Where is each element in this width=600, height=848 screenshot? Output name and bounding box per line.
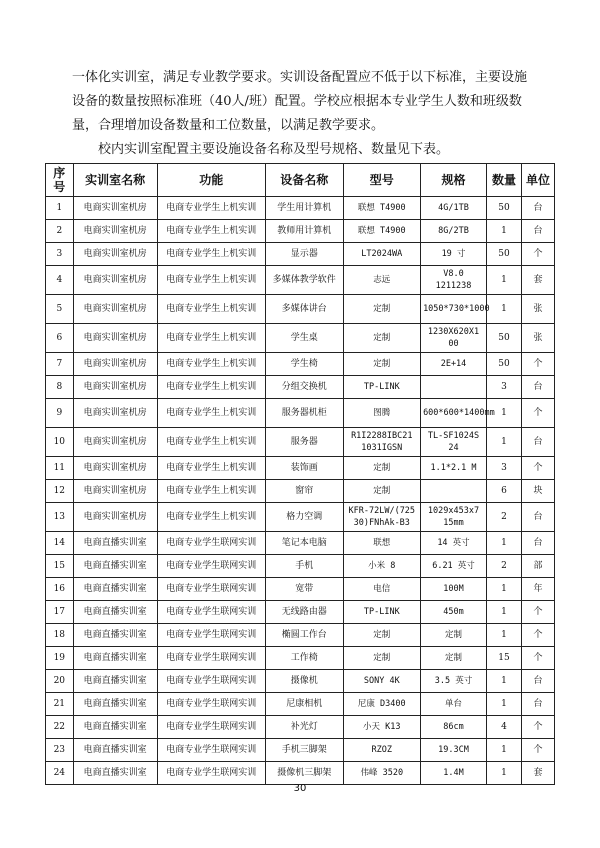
cell-spec: 1230X620X1 00	[421, 324, 487, 353]
table-row	[46, 266, 555, 295]
cell-function: 电商专业学生联网实训	[157, 762, 265, 785]
table-row	[46, 220, 555, 243]
cell-quantity: 1	[486, 220, 521, 243]
cell-spec: 100M	[421, 578, 487, 601]
cell-equipment-name: 装饰画	[265, 457, 343, 480]
cell-room-name: 电商直播实训室	[73, 716, 157, 739]
cell-row-number: 3	[46, 243, 74, 266]
cell-function: 电商专业学生联网实训	[157, 532, 265, 555]
cell-equipment-name: 多媒体讲台	[265, 295, 343, 324]
cell-unit: 套	[522, 266, 555, 295]
cell-equipment-name: 教师用计算机	[265, 220, 343, 243]
cell-room-name: 电商实训室机房	[73, 376, 157, 399]
cell-unit: 年	[522, 578, 555, 601]
cell-function: 电商专业学生联网实训	[157, 647, 265, 670]
cell-row-number: 1	[46, 197, 74, 220]
cell-quantity: 15	[486, 647, 521, 670]
cell-quantity: 1	[486, 601, 521, 624]
cell-spec: 6.21 英寸	[421, 555, 487, 578]
cell-model: 志远	[343, 266, 421, 295]
cell-model: RZOZ	[343, 739, 421, 762]
cell-unit: 台	[522, 220, 555, 243]
cell-model: SONY 4K	[343, 670, 421, 693]
cell-model: 联想 T4900	[343, 220, 421, 243]
cell-function: 电商专业学生上机实训	[157, 266, 265, 295]
cell-unit: 台	[522, 376, 555, 399]
cell-room-name: 电商实训室机房	[73, 324, 157, 353]
cell-function: 电商专业学生上机实训	[157, 503, 265, 532]
cell-spec: 3.5 英寸	[421, 670, 487, 693]
cell-quantity: 1	[486, 532, 521, 555]
header-cell: 序号	[46, 164, 74, 197]
cell-row-number: 8	[46, 376, 74, 399]
cell-quantity: 50	[486, 353, 521, 376]
cell-equipment-name: 窗帘	[265, 480, 343, 503]
cell-room-name: 电商直播实训室	[73, 693, 157, 716]
cell-row-number: 19	[46, 647, 74, 670]
cell-function: 电商专业学生上机实训	[157, 324, 265, 353]
table-row	[46, 693, 555, 716]
cell-room-name: 电商直播实训室	[73, 578, 157, 601]
cell-row-number: 6	[46, 324, 74, 353]
table-header-row	[46, 164, 555, 197]
table-row	[46, 428, 555, 457]
cell-model: 联想 T4900	[343, 197, 421, 220]
cell-spec: 14 英寸	[421, 532, 487, 555]
cell-function: 电商专业学生联网实训	[157, 555, 265, 578]
cell-row-number: 23	[46, 739, 74, 762]
cell-equipment-name: 服务器	[265, 428, 343, 457]
cell-unit: 张	[522, 324, 555, 353]
cell-row-number: 13	[46, 503, 74, 532]
table-row	[46, 480, 555, 503]
cell-unit: 套	[522, 762, 555, 785]
cell-model: R1I2288IBC21 1031IGSN	[343, 428, 421, 457]
cell-row-number: 12	[46, 480, 74, 503]
cell-equipment-name: 笔记本电脑	[265, 532, 343, 555]
cell-spec: 4G/1TB	[421, 197, 487, 220]
cell-model: 图腾	[343, 399, 421, 428]
table-row	[46, 243, 555, 266]
cell-row-number: 4	[46, 266, 74, 295]
cell-row-number: 2	[46, 220, 74, 243]
cell-quantity: 1	[486, 578, 521, 601]
cell-model: 定制	[343, 295, 421, 324]
cell-row-number: 9	[46, 399, 74, 428]
cell-equipment-name: 学生椅	[265, 353, 343, 376]
cell-room-name: 电商实训室机房	[73, 399, 157, 428]
cell-row-number: 17	[46, 601, 74, 624]
cell-function: 电商专业学生上机实训	[157, 353, 265, 376]
cell-quantity: 50	[486, 243, 521, 266]
cell-spec: 单台	[421, 693, 487, 716]
cell-equipment-name: 补光灯	[265, 716, 343, 739]
cell-quantity: 1	[486, 693, 521, 716]
cell-quantity: 6	[486, 480, 521, 503]
cell-model: 伟峰 3520	[343, 762, 421, 785]
table-row	[46, 762, 555, 785]
cell-unit: 个	[522, 243, 555, 266]
cell-spec: 1029x453x7 15mm	[421, 503, 487, 532]
cell-unit: 个	[522, 739, 555, 762]
cell-unit: 张	[522, 295, 555, 324]
table-row	[46, 670, 555, 693]
cell-model: LT2024WA	[343, 243, 421, 266]
cell-room-name: 电商直播实训室	[73, 624, 157, 647]
cell-function: 电商专业学生上机实训	[157, 376, 265, 399]
cell-row-number: 5	[46, 295, 74, 324]
header-cell: 实训室名称	[73, 164, 157, 197]
cell-unit: 台	[522, 693, 555, 716]
cell-spec: V8.0 1211238	[421, 266, 487, 295]
cell-quantity: 1	[486, 428, 521, 457]
cell-model: 小天 K13	[343, 716, 421, 739]
cell-unit: 台	[522, 532, 555, 555]
cell-unit: 个	[522, 601, 555, 624]
cell-spec	[421, 480, 487, 503]
cell-function: 电商专业学生联网实训	[157, 739, 265, 762]
cell-room-name: 电商实训室机房	[73, 243, 157, 266]
cell-model: 定制	[343, 353, 421, 376]
cell-function: 电商专业学生联网实训	[157, 624, 265, 647]
cell-room-name: 电商实训室机房	[73, 266, 157, 295]
cell-quantity: 3	[486, 457, 521, 480]
table-row	[46, 716, 555, 739]
cell-room-name: 电商实训室机房	[73, 353, 157, 376]
cell-quantity: 1	[486, 762, 521, 785]
cell-row-number: 24	[46, 762, 74, 785]
cell-room-name: 电商直播实训室	[73, 647, 157, 670]
cell-equipment-name: 椭圆工作台	[265, 624, 343, 647]
cell-quantity: 1	[486, 624, 521, 647]
table-row	[46, 324, 555, 353]
cell-row-number: 18	[46, 624, 74, 647]
cell-spec: 19 寸	[421, 243, 487, 266]
header-cell: 功能	[157, 164, 265, 197]
cell-quantity: 1	[486, 266, 521, 295]
cell-spec: 450m	[421, 601, 487, 624]
cell-room-name: 电商直播实训室	[73, 601, 157, 624]
cell-unit: 个	[522, 457, 555, 480]
cell-quantity: 50	[486, 197, 521, 220]
table-row	[46, 555, 555, 578]
cell-function: 电商专业学生联网实训	[157, 693, 265, 716]
table-row	[46, 353, 555, 376]
cell-function: 电商专业学生上机实训	[157, 480, 265, 503]
cell-quantity: 2	[486, 503, 521, 532]
cell-equipment-name: 尼康相机	[265, 693, 343, 716]
cell-room-name: 电商直播实训室	[73, 532, 157, 555]
cell-quantity: 1	[486, 739, 521, 762]
cell-spec: 8G/2TB	[421, 220, 487, 243]
cell-equipment-name: 分组交换机	[265, 376, 343, 399]
cell-model: 定制	[343, 624, 421, 647]
cell-spec: 86cm	[421, 716, 487, 739]
cell-function: 电商专业学生上机实训	[157, 399, 265, 428]
cell-unit: 部	[522, 555, 555, 578]
cell-room-name: 电商直播实训室	[73, 670, 157, 693]
cell-spec: 1.4M	[421, 762, 487, 785]
cell-quantity: 1	[486, 670, 521, 693]
cell-row-number: 16	[46, 578, 74, 601]
cell-quantity: 3	[486, 376, 521, 399]
table-row	[46, 647, 555, 670]
cell-unit: 台	[522, 503, 555, 532]
cell-spec: 定制	[421, 624, 487, 647]
cell-row-number: 15	[46, 555, 74, 578]
table-row	[46, 532, 555, 555]
table-row	[46, 197, 555, 220]
table-row	[46, 601, 555, 624]
cell-spec	[421, 376, 487, 399]
cell-room-name: 电商实训室机房	[73, 428, 157, 457]
cell-model: 定制	[343, 647, 421, 670]
equipment-table	[45, 163, 555, 785]
cell-equipment-name: 工作椅	[265, 647, 343, 670]
table-row	[46, 739, 555, 762]
cell-equipment-name: 多媒体教学软件	[265, 266, 343, 295]
table-body	[46, 197, 555, 785]
cell-function: 电商专业学生上机实训	[157, 295, 265, 324]
cell-unit: 个	[522, 624, 555, 647]
cell-row-number: 10	[46, 428, 74, 457]
cell-room-name: 电商实训室机房	[73, 220, 157, 243]
header-cell: 型号	[343, 164, 421, 197]
cell-room-name: 电商实训室机房	[73, 480, 157, 503]
cell-function: 电商专业学生联网实训	[157, 578, 265, 601]
cell-model: 定制	[343, 457, 421, 480]
cell-equipment-name: 学生桌	[265, 324, 343, 353]
header-cell: 设备名称	[265, 164, 343, 197]
cell-unit: 个	[522, 647, 555, 670]
cell-model: TP-LINK	[343, 601, 421, 624]
cell-room-name: 电商实训室机房	[73, 197, 157, 220]
cell-model: 小米 8	[343, 555, 421, 578]
cell-equipment-name: 显示器	[265, 243, 343, 266]
cell-model: 联想	[343, 532, 421, 555]
cell-room-name: 电商直播实训室	[73, 555, 157, 578]
cell-room-name: 电商直播实训室	[73, 762, 157, 785]
table-row	[46, 578, 555, 601]
cell-quantity: 50	[486, 324, 521, 353]
cell-quantity: 1	[486, 399, 521, 428]
cell-equipment-name: 服务器机柜	[265, 399, 343, 428]
cell-equipment-name: 无线路由器	[265, 601, 343, 624]
cell-room-name: 电商直播实训室	[73, 739, 157, 762]
cell-model: 尼康 D3400	[343, 693, 421, 716]
header-cell: 数量	[486, 164, 521, 197]
intro-paragraph: 一体化实训室，满足专业教学要求。实训设备配置应不低于以下标准，主要设施设备的数量按照标准班（40人/班）配置。学校应根据本专业学生人数和班级数量，合理增加设备数量和工位数量，以满足教学要求。	[72, 70, 528, 133]
table-row	[46, 376, 555, 399]
cell-equipment-name: 摄像机三脚架	[265, 762, 343, 785]
cell-row-number: 14	[46, 532, 74, 555]
cell-spec: 600*600*1400mm	[421, 399, 487, 428]
cell-unit: 个	[522, 353, 555, 376]
header-cell: 规格	[421, 164, 487, 197]
cell-row-number: 22	[46, 716, 74, 739]
header-cell: 单位	[522, 164, 555, 197]
cell-equipment-name: 摄像机	[265, 670, 343, 693]
cell-equipment-name: 格力空调	[265, 503, 343, 532]
table-row	[46, 295, 555, 324]
cell-quantity: 4	[486, 716, 521, 739]
cell-room-name: 电商实训室机房	[73, 503, 157, 532]
cell-model: TP-LINK	[343, 376, 421, 399]
cell-room-name: 电商实训室机房	[73, 457, 157, 480]
cell-unit: 个	[522, 399, 555, 428]
cell-row-number: 7	[46, 353, 74, 376]
cell-model: 定制	[343, 480, 421, 503]
cell-function: 电商专业学生上机实训	[157, 457, 265, 480]
cell-function: 电商专业学生上机实训	[157, 197, 265, 220]
cell-model: KFR-72LW/(725 30)FNhAk-B3	[343, 503, 421, 532]
cell-spec: 2E+14	[421, 353, 487, 376]
table-row	[46, 503, 555, 532]
cell-spec: 19.3CM	[421, 739, 487, 762]
cell-function: 电商专业学生联网实训	[157, 716, 265, 739]
cell-equipment-name: 手机三脚架	[265, 739, 343, 762]
cell-unit: 台	[522, 197, 555, 220]
table-caption: 校内实训室配置主要设施设备名称及型号规格、数量见下表。	[98, 142, 450, 157]
cell-function: 电商专业学生上机实训	[157, 220, 265, 243]
cell-equipment-name: 手机	[265, 555, 343, 578]
table-row	[46, 399, 555, 428]
cell-quantity: 2	[486, 555, 521, 578]
cell-function: 电商专业学生上机实训	[157, 428, 265, 457]
cell-spec: 1.1*2.1 M	[421, 457, 487, 480]
table-row	[46, 624, 555, 647]
table-row	[46, 457, 555, 480]
cell-equipment-name: 学生用计算机	[265, 197, 343, 220]
cell-row-number: 11	[46, 457, 74, 480]
page-number: 30	[293, 783, 307, 794]
cell-unit: 个	[522, 716, 555, 739]
cell-model: 定制	[343, 324, 421, 353]
cell-function: 电商专业学生联网实训	[157, 670, 265, 693]
cell-function: 电商专业学生联网实训	[157, 601, 265, 624]
cell-spec: TL-SF1024S 24	[421, 428, 487, 457]
cell-model: 电信	[343, 578, 421, 601]
cell-quantity: 1	[486, 295, 521, 324]
cell-room-name: 电商实训室机房	[73, 295, 157, 324]
cell-row-number: 21	[46, 693, 74, 716]
cell-spec: 定制	[421, 647, 487, 670]
cell-unit: 块	[522, 480, 555, 503]
cell-function: 电商专业学生上机实训	[157, 243, 265, 266]
cell-unit: 台	[522, 670, 555, 693]
cell-unit: 台	[522, 428, 555, 457]
cell-equipment-name: 宽带	[265, 578, 343, 601]
cell-row-number: 20	[46, 670, 74, 693]
cell-spec: 1050*730*1000	[421, 295, 487, 324]
